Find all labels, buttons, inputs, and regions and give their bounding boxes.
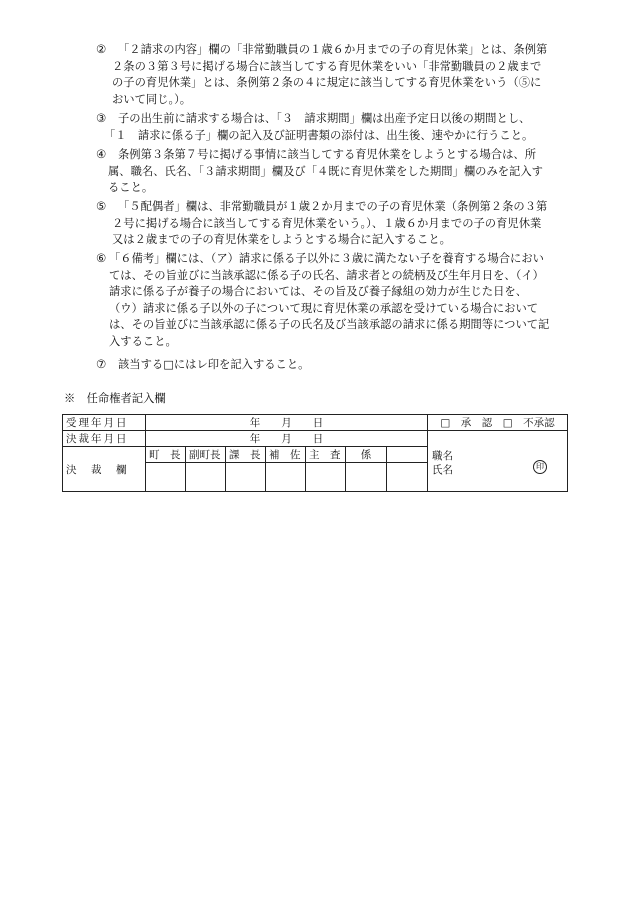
note-text: 子の出生前に請求する場合は、「３ 請求期間」欄は出産予定日以後の期間とし、 「１ 請求に係る子」欄の記入及び証明書類の添付は、出生後、速やかに行うこと。 <box>104 112 534 142</box>
approver-title: 係 <box>346 447 387 463</box>
approver-title: 補 佐 <box>266 447 306 463</box>
approver-title: 副町長 <box>186 447 226 463</box>
note-text: 「６備考」欄には、（ア）請求に係る子以外に３歳に満たない子を養育する場合におい ては、その旨並びに当該承認に係る子の氏名、請求者との続柄及び生年月日を、（イ） 請求に係る子が養子の場合においては、その旨及び養子縁組の効力が生じた日を、 （ウ）請求に係る子以外の子について現に育児休業の承認を受けている場合において は、その旨並びに当該承認に係る子の氏名及び当該承認の請求に係る期間等について記 入すること。 <box>109 252 550 348</box>
note-number: ④ <box>96 148 107 161</box>
note-number: ⑤ <box>96 200 107 213</box>
note-text: 「５配偶者」欄は、非常勤職員が１歳２か月までの子の育児休業（条例第２条の３第 ２号に掲げる場合に該当してする育児休業をいう。）、１歳６か月までの子の育児休業 又は２歳までの子の育児休業をしようとする場合に記入すること。 <box>112 200 548 247</box>
stamp-cell[interactable] <box>226 463 266 492</box>
note-number: ⑦ <box>96 358 107 371</box>
job-title-label: 職名 <box>432 450 453 462</box>
note-number: ③ <box>96 112 107 125</box>
note-number: ⑥ <box>96 252 107 265</box>
note-text: 「２請求の内容」欄の「非常勤職員の１歳６か月までの子の育児休業」とは、条例第 ２条の３第３号に掲げる場合に該当してする育児休業をいい「非常勤職員の２歳まで の子の育児休業」とは、条例第２条の４に規定に該当してする育児休業をいう（⑤に おいて同じ。）。 <box>112 43 548 106</box>
stamp-cell[interactable] <box>306 463 346 492</box>
stamp-cell[interactable] <box>266 463 306 492</box>
approver-title: 町 長 <box>146 447 186 463</box>
name-label: 氏名 <box>432 464 453 476</box>
stamp-cell[interactable] <box>387 463 428 492</box>
note-text: 条例第３条第７号に掲げる事情に該当してする育児休業をしようとする場合は、所 属、職名、氏名、「３請求期間」欄及び「４既に育児休業をした期間」欄のみを記入す ること。 <box>108 148 543 195</box>
stamp-cell[interactable] <box>146 463 186 492</box>
decided-date-row <box>63 431 568 447</box>
decided-date-field[interactable]: 年 月 日 <box>146 431 428 447</box>
seal-icon: 印 <box>533 460 547 474</box>
signature-cell[interactable] <box>428 431 568 492</box>
stamp-cell[interactable] <box>186 463 226 492</box>
approval-label: 決 裁 欄 <box>63 447 146 492</box>
received-date-field[interactable]: 年 月 日 <box>146 415 428 431</box>
approval-choice[interactable]: □ 承 認 □ 不承認 <box>428 415 568 431</box>
note-number: ② <box>96 43 107 56</box>
approver-title: 課 長 <box>226 447 266 463</box>
received-date-row <box>63 415 568 431</box>
received-date-label: 受理年月日 <box>63 415 146 431</box>
approver-title-empty <box>387 447 428 463</box>
section-title: ※ 任命権者記入欄 <box>64 392 166 405</box>
appointing-authority-table <box>62 414 568 492</box>
decided-date-label: 決裁年月日 <box>63 431 146 447</box>
note-text: 該当する□にはレ印を記入すること。 <box>118 358 310 371</box>
stamp-cell[interactable] <box>346 463 387 492</box>
approver-title: 主 査 <box>306 447 346 463</box>
